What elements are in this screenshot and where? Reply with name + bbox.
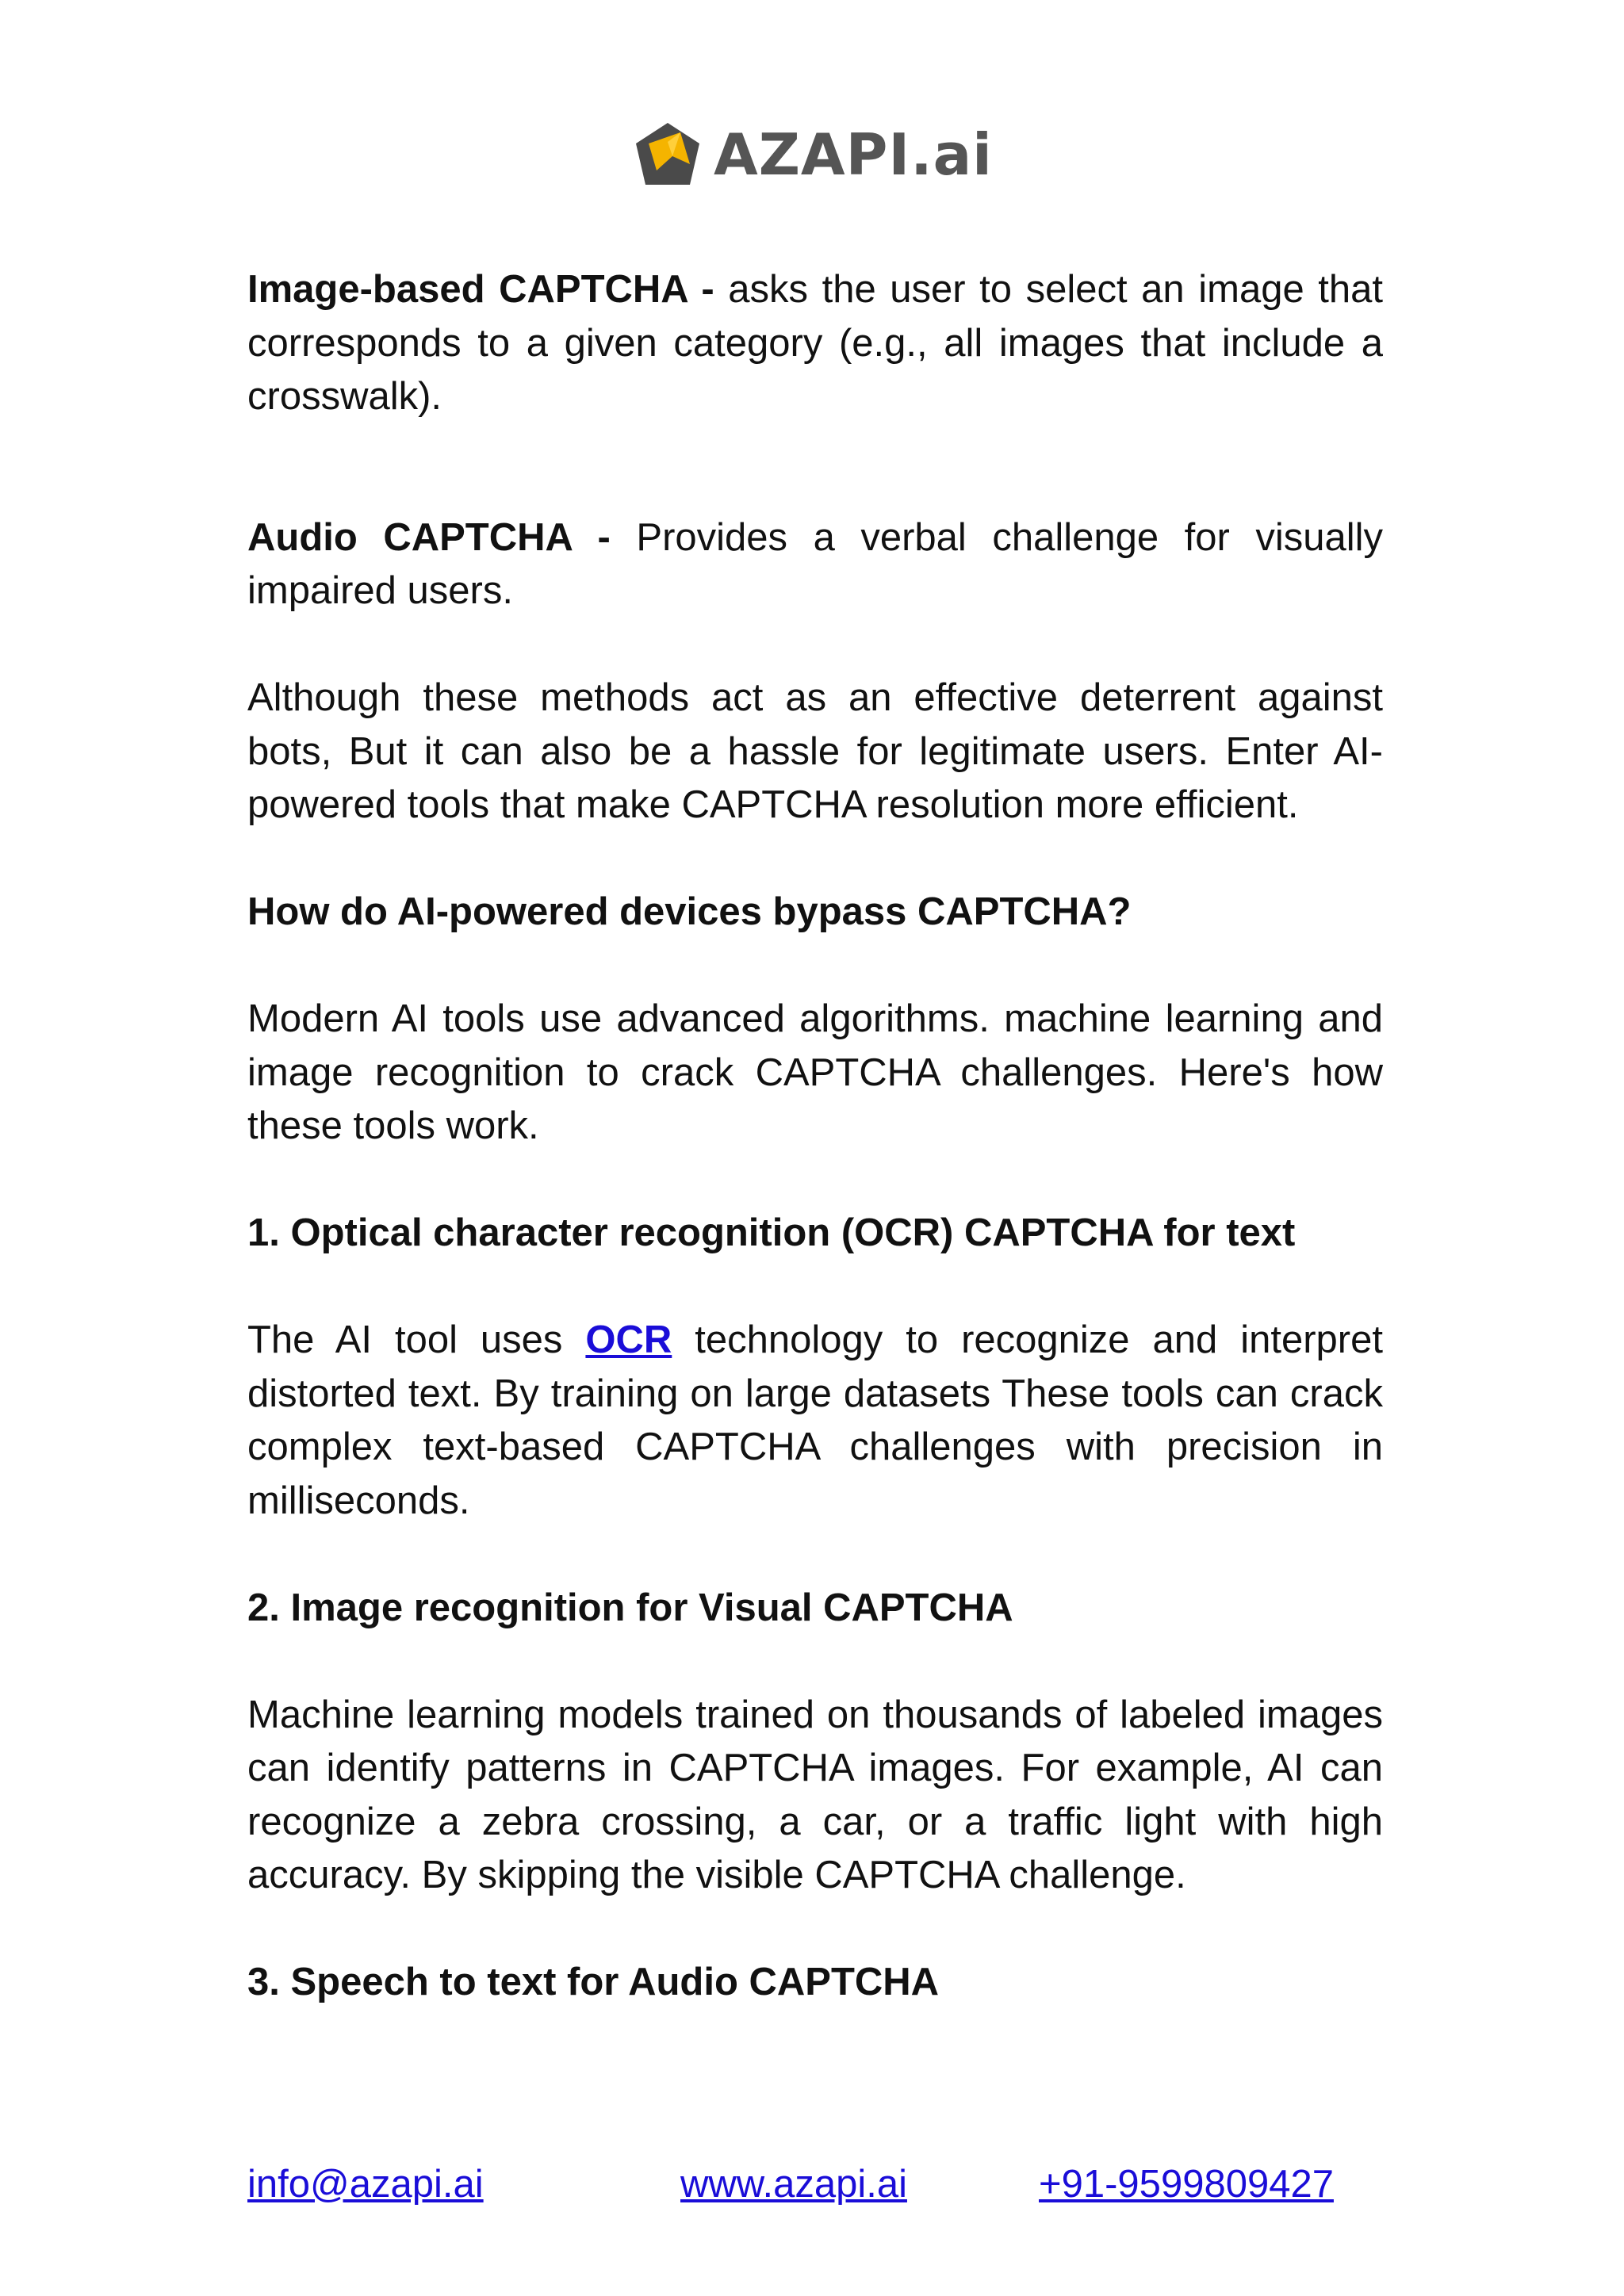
audio-captcha-text: Provides a verbal challenge for visually impaired users. — [247, 515, 1383, 612]
footer — [0, 2156, 1624, 2212]
ocr-text-before: The AI tool uses — [247, 1318, 586, 1361]
image-recognition-paragraph: Machine learning models trained on thousands of labeled images can identify patterns in CAPTCHA images. For example, AI can recognize a zebra crossing, a car, or a traffic light with high accuracy. By skipping the visible CAPTCHA challenge. — [247, 1693, 1383, 1896]
azapi-logo-icon — [633, 120, 703, 189]
ocr-paragraph — [247, 1314, 1383, 1528]
footer-phone-link[interactable]: +91-9599809427 — [1039, 2163, 1334, 2206]
how-heading: How do AI-powered devices bypass CAPTCHA? — [247, 890, 1132, 933]
ocr-link[interactable]: OCR — [585, 1318, 672, 1361]
image-captcha-text: asks the user to select an image that corresponds to a given category (e.g., all images that include a crosswalk). — [247, 268, 1383, 418]
speech-to-text-heading: 3. Speech to text for Audio CAPTCHA — [247, 1961, 940, 2003]
ocr-heading: 1. Optical character recognition (OCR) CAPTCHA for text — [247, 1211, 1296, 1254]
document-body — [247, 263, 1383, 2010]
image-captcha-term: Image-based CAPTCHA - — [247, 268, 714, 311]
ocr-text-after: technology to recognize and interpret distorted text. By training on large datasets These tools can crack complex text-based CAPTCHA challenges with precision in milliseconds. — [247, 1318, 1383, 1522]
audio-captcha-term: Audio CAPTCHA - — [247, 515, 611, 559]
image-captcha-paragraph — [247, 263, 1383, 424]
footer-email-link[interactable]: info@azapi.ai — [247, 2163, 484, 2206]
footer-website-link[interactable]: www.azapi.ai — [680, 2163, 907, 2206]
modern-ai-paragraph: Modern AI tools use advanced algorithms. machine learning and image recognition to crack CAPTCHA challenges. Here's how these tools work. — [247, 997, 1383, 1147]
azapi-logo — [633, 119, 993, 190]
image-recognition-heading: 2. Image recognition for Visual CAPTCHA — [247, 1586, 1013, 1629]
although-paragraph: Although these methods act as an effective deterrent against bots, But it can also be a hassle for legitimate users. Enter AI-powered tools that make CAPTCHA resolution more efficient. — [247, 676, 1383, 826]
audio-captcha-paragraph — [247, 511, 1383, 618]
logo-text: AZAPI.ai — [714, 121, 993, 188]
